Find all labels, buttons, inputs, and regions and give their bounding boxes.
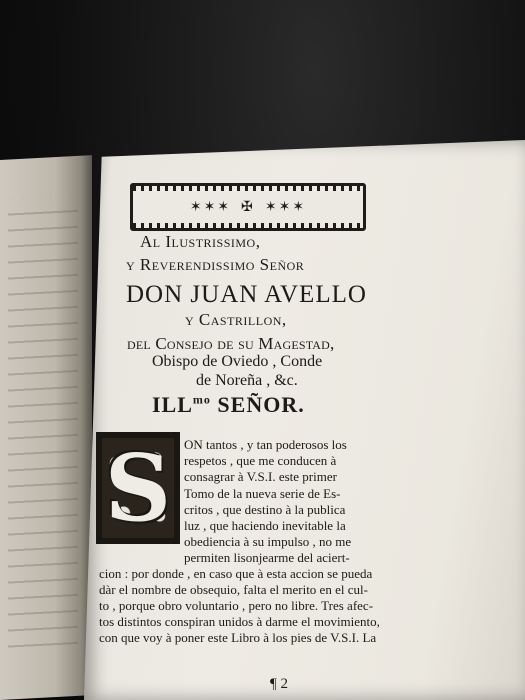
dedicatee-title: Obispo de Oviedo , Conde (152, 353, 323, 370)
star-cluster-icon: ✶✶✶ (189, 199, 232, 215)
body-line: permiten lisonjearme del aciert- (184, 550, 350, 565)
body-line: ON tantos , y tan poderosos los (184, 437, 347, 452)
body-line: con que voy à poner este Libro à los pies de V.S.I. La (99, 630, 377, 645)
cross-icon: ✠ (241, 199, 255, 215)
body-line: dàr el nombre de obsequio, falta el merito en el cul- (99, 582, 368, 597)
dedication-line-1: Al Ilustrissimo, (140, 232, 261, 251)
facing-page-text-shadow (8, 196, 78, 660)
initial-letter: S (104, 434, 172, 542)
salutation-main: ILL (152, 392, 193, 417)
headpiece-ornament (130, 183, 366, 231)
body-line: respetos , que me conducen à (184, 453, 337, 468)
salutation-rest: SEÑOR. (210, 392, 305, 417)
dedicatee-county: de Noreña , &c. (196, 372, 298, 389)
body-line: critos , que destino à la publica (184, 502, 346, 517)
dedicatee-name: DON JUAN AVELLO (126, 281, 367, 308)
body-line: luz , que haciendo inevitable la (184, 518, 346, 533)
body-line: tos distintos conspiran unidos à darme el movimiento, (99, 614, 380, 629)
body-line: consagrar à V.S.I. este primer (184, 469, 337, 484)
signature-mark: ¶ 2 (270, 676, 289, 692)
dedication-line-2: y Reverendissimo Señor (126, 255, 305, 274)
salutation (152, 392, 305, 418)
body-line: cion : por donde , en caso que à esta accion se pueda (99, 566, 373, 581)
salutation-superscript: mo (192, 392, 211, 407)
decorated-initial (96, 432, 180, 544)
body-line: obediencia à su impulso , no me (184, 534, 352, 549)
dedicatee-council: del Consejo de su Magestad, (127, 334, 335, 353)
body-line: to , porque obro voluntario , pero no libre. Tres afec- (99, 598, 374, 613)
star-cluster-icon: ✶✶✶ (264, 199, 307, 215)
body-line: Tomo de la nueva serie de Es- (184, 486, 341, 501)
dedicatee-surname: y Castrillon, (185, 310, 287, 329)
facing-page (0, 155, 92, 700)
